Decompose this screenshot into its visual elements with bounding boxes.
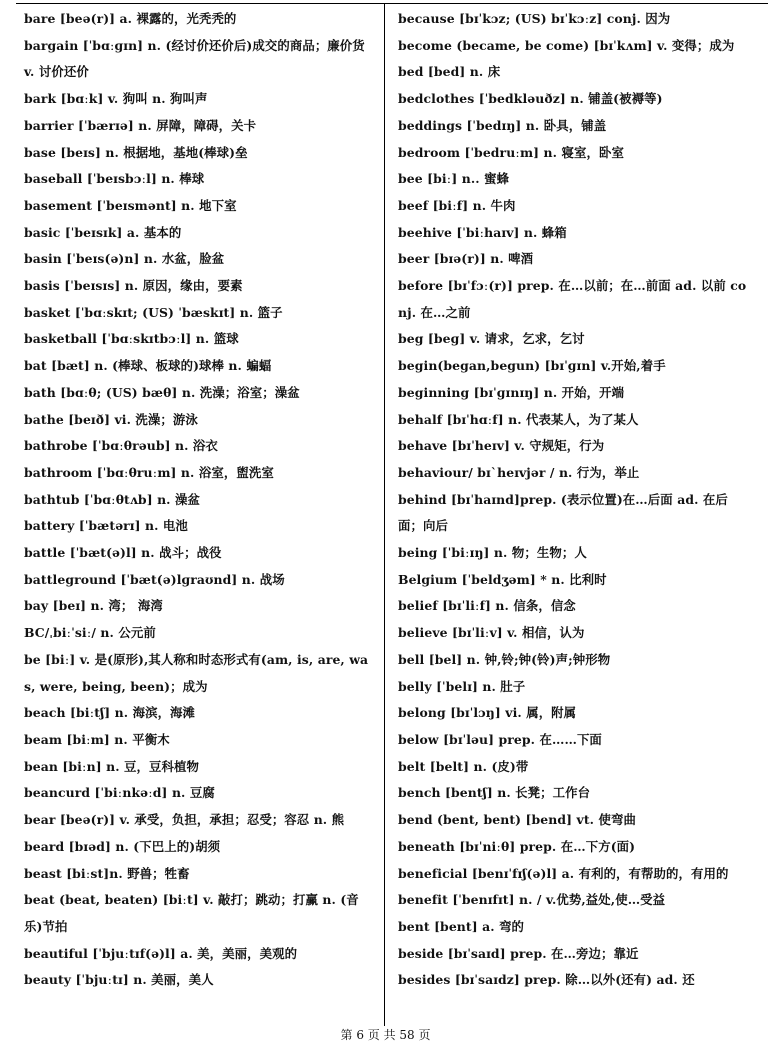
dictionary-entry: battery [ˈbætərɪ] n. 电池 bbox=[24, 518, 188, 534]
dictionary-entry: beach [biːtʃ] n. 海滨，海滩 bbox=[24, 705, 196, 721]
dictionary-entry: bargain [ˈbɑːɡɪn] n. (经讨价还价后)成交的商品；廉价货 v. 讨价还价 bbox=[24, 37, 365, 80]
dictionary-entry: bent [bent] a. 弯的 bbox=[398, 918, 525, 934]
column-divider bbox=[384, 4, 385, 1026]
dictionary-entry: Belgium [ˈbeldʒəm] * n. 比利时 bbox=[398, 571, 607, 587]
dictionary-entry: basement [ˈbeɪsmənt] n. 地下室 bbox=[24, 197, 237, 213]
dictionary-entry: basis [ˈbeɪsɪs] n. 原因，缘由，要素 bbox=[24, 278, 243, 294]
dictionary-entry: beautiful [ˈbjuːtɪf(ə)l] a. 美，美丽，美观的 bbox=[24, 945, 298, 961]
right-column bbox=[398, 6, 748, 994]
dictionary-entry: bathrobe [ˈbɑːθrəub] n. 浴衣 bbox=[24, 438, 218, 454]
dictionary-entry: bend (bent, bent) [bend] vt. 使弯曲 bbox=[398, 812, 636, 828]
dictionary-entry: bare [beə(r)] a. 裸露的，光秃秃的 bbox=[24, 11, 237, 26]
dictionary-entry: before [bɪˈfɔː(r)] prep. 在…以前；在…前面 ad. 以前 conj. 在…之前 bbox=[398, 278, 747, 320]
dictionary-entry: beneficial [benɪˈfɪʃ(ə)l] a. 有利的，有帮助的，有用的 bbox=[398, 865, 729, 881]
dictionary-entry: beddings [ˈbedɪŋ] n. 卧具，铺盖 bbox=[398, 117, 607, 133]
dictionary-entry: bathroom [ˈbɑːθruːm] n. 浴室，盥洗室 bbox=[24, 464, 274, 480]
dictionary-entry: be [biː] v. 是(原形),其人称和时态形式有(am, is, are, was, were, being, been)；成为 bbox=[24, 651, 369, 694]
dictionary-entry: belt [belt] n. (皮)带 bbox=[398, 758, 529, 774]
dictionary-entry: beat (beat, beaten) [biːt] v. 敲打；跳动；打赢 n. (音乐)节拍 bbox=[24, 892, 359, 934]
page-footer: 第 6 页 共 58 页 bbox=[340, 1028, 431, 1042]
dictionary-entry: bathtub [ˈbɑːθtʌb] n. 澡盆 bbox=[24, 491, 200, 507]
dictionary-entry: base [beɪs] n. 根据地，基地(棒球)垒 bbox=[24, 144, 248, 160]
dictionary-entry: baseball [ˈbeɪsbɔːl] n. 棒球 bbox=[24, 171, 205, 187]
dictionary-entry: behalf [bɪˈhɑːf] n. 代表某人，为了某人 bbox=[398, 411, 639, 427]
dictionary-entry: bathe [beɪð] vi. 洗澡；游泳 bbox=[24, 411, 198, 427]
dictionary-entry: bear [beə(r)] v. 承受，负担，承担；忍受；容忍 n. 熊 bbox=[24, 812, 345, 828]
dictionary-entry: behave [bɪˈheɪv] v. 守规矩，行为 bbox=[398, 438, 605, 454]
dictionary-entry: bat [bæt] n. (棒球、板球的)球棒 n. 蝙蝠 bbox=[24, 358, 272, 374]
top-rule bbox=[16, 3, 768, 4]
dictionary-entry: being [ˈbiːɪŋ] n. 物；生物；人 bbox=[398, 545, 587, 561]
dictionary-entry: bay [beɪ] n. 湾； 海湾 bbox=[24, 598, 163, 614]
dictionary-entry: bean [biːn] n. 豆，豆科植物 bbox=[24, 758, 199, 774]
dictionary-entry: beast [biːst]n. 野兽；牲畜 bbox=[24, 865, 190, 881]
dictionary-entry: basin [ˈbeɪs(ə)n] n. 水盆，脸盆 bbox=[24, 251, 225, 267]
dictionary-entry: beard [bɪəd] n. (下巴上的)胡须 bbox=[24, 838, 221, 854]
dictionary-entry: besides [bɪˈsaɪdz] prep. 除…以外(还有) ad. 还 bbox=[398, 972, 695, 988]
dictionary-entry: beer [bɪə(r)] n. 啤酒 bbox=[398, 251, 534, 267]
dictionary-entry: beneath [bɪˈniːθ] prep. 在…下方(面) bbox=[398, 838, 636, 854]
dictionary-entry: bell [bel] n. 钟,铃;钟(铃)声;钟形物 bbox=[398, 651, 611, 667]
dictionary-entry: believe [bɪˈliːv] v. 相信，认为 bbox=[398, 625, 585, 641]
dictionary-entry: behind [bɪˈhaɪnd]prep. (表示位置)在…后面 ad. 在后面；向后 bbox=[398, 491, 728, 534]
dictionary-entry: bench [bentʃ] n. 长凳；工作台 bbox=[398, 785, 591, 801]
dictionary-entry: BC/ˌbiːˈsiː/ n. 公元前 bbox=[24, 625, 156, 641]
dictionary-entry: because [bɪˈkɔz; (US) bɪˈkɔːz] conj. 因为 bbox=[398, 11, 671, 26]
dictionary-entry: belly [ˈbelɪ] n. 肚子 bbox=[398, 678, 526, 694]
dictionary-entry: beam [biːm] n. 平衡木 bbox=[24, 731, 170, 747]
dictionary-entry: battleground [ˈbæt(ə)lɡraʊnd] n. 战场 bbox=[24, 571, 285, 587]
dictionary-entry: basketball [ˈbɑːskɪtbɔːl] n. 篮球 bbox=[24, 331, 239, 347]
dictionary-entry: behaviour/ bɪˋheɪvjər / n. 行为，举止 bbox=[398, 464, 640, 480]
dictionary-entry: beancurd [ˈbiːnkəːd] n. 豆腐 bbox=[24, 785, 215, 801]
dictionary-entry: bedclothes [ˈbedkləuðz] n. 铺盖(被褥等) bbox=[398, 91, 663, 107]
dictionary-entry: begin(began,begun) [bɪˈɡɪn] v.开始,着手 bbox=[398, 358, 666, 374]
dictionary-entry: below [bɪˈləu] prep. 在……下面 bbox=[398, 731, 602, 747]
dictionary-entry: beehive [ˈbiːhaɪv] n. 蜂箱 bbox=[398, 224, 567, 240]
dictionary-entry: barrier [ˈbærɪə] n. 屏障，障碍，关卡 bbox=[24, 117, 257, 133]
dictionary-entry: beg [beɡ] v. 请求，乞求，乞讨 bbox=[398, 331, 585, 347]
dictionary-entry: bee [biː] n.. 蜜蜂 bbox=[398, 171, 510, 187]
dictionary-entry: bath [bɑːθ; (US) bæθ] n. 洗澡；浴室；澡盆 bbox=[24, 384, 300, 400]
dictionary-entry: basic [ˈbeɪsɪk] a. 基本的 bbox=[24, 224, 182, 240]
dictionary-entry: basket [ˈbɑːskɪt; (US) ˈbæskɪt] n. 篮子 bbox=[24, 304, 283, 320]
dictionary-entry: beside [bɪˈsaɪd] prep. 在…旁边；靠近 bbox=[398, 945, 639, 961]
dictionary-entry: belief [bɪˈliːf] n. 信条，信念 bbox=[398, 598, 576, 614]
dictionary-entry: battle [ˈbæt(ə)l] n. 战斗；战役 bbox=[24, 545, 222, 561]
dictionary-entry: bark [bɑːk] v. 狗叫 n. 狗叫声 bbox=[24, 91, 208, 107]
dictionary-entry: become (became, be come) [bɪˈkʌm] v. 变得；成为 bbox=[398, 37, 735, 53]
dictionary-entry: benefit [ˈbenɪfɪt] n. / v.优势,益处,使…受益 bbox=[398, 892, 666, 908]
dictionary-entry: beef [biːf] n. 牛肉 bbox=[398, 197, 516, 213]
left-column bbox=[24, 6, 374, 994]
dictionary-entry: bed [bed] n. 床 bbox=[398, 64, 501, 80]
dictionary-entry: beauty [ˈbjuːtɪ] n. 美丽，美人 bbox=[24, 972, 214, 988]
dictionary-entry: bedroom [ˈbedruːm] n. 寝室，卧室 bbox=[398, 144, 624, 160]
dictionary-entry: belong [bɪˈlɔŋ] vi. 属，附属 bbox=[398, 705, 577, 721]
dictionary-entry: beginning [bɪˈɡɪnɪŋ] n. 开始，开端 bbox=[398, 384, 625, 400]
